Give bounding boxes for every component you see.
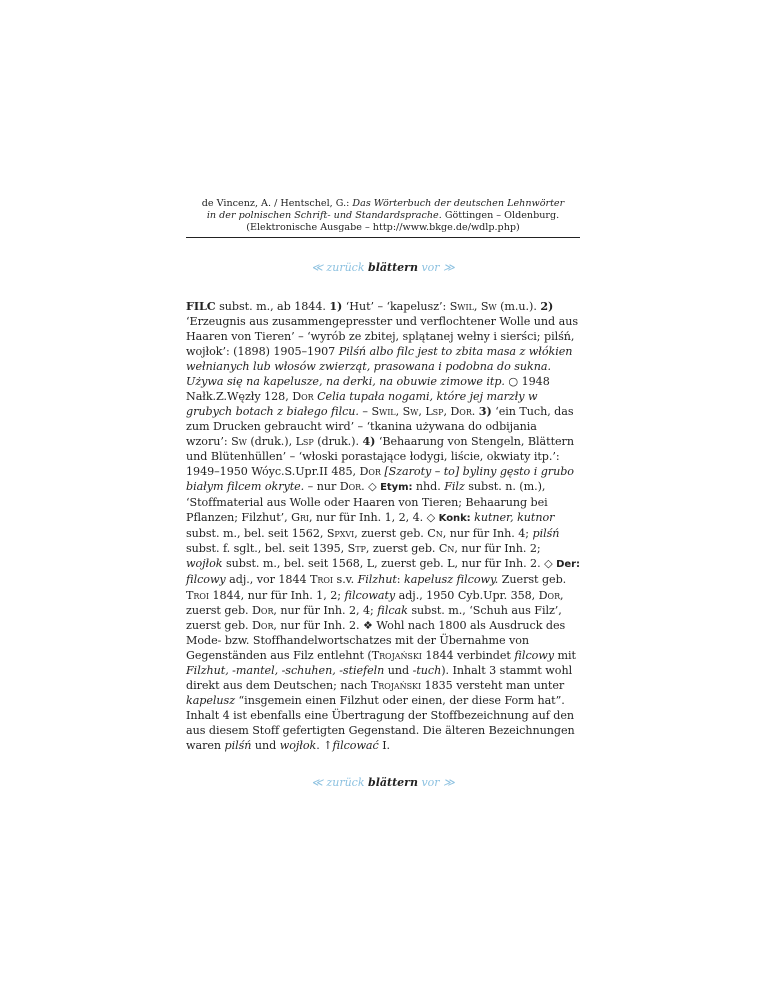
competitor-word: pilśń <box>532 527 560 541</box>
source-abbr: Lsp <box>295 435 314 449</box>
entry-text: ). Inhalt 3 stammt wohl direkt aus dem Deutschen; nach <box>186 663 573 692</box>
entry-text: ‘Behaarung von Stengeln, Blättern und Blütenhüllen’ – ‘włoski porastające łodygi, liście, okwiaty itp.’: 1949–1950 Wóyc.S.Upr.II 485, <box>186 435 574 479</box>
entry-text: s.v. <box>333 573 358 587</box>
nav-bottom <box>186 776 580 789</box>
lemma: FILC <box>186 299 216 313</box>
source-abbr: Sw <box>231 435 247 449</box>
entry-text: I. <box>378 738 391 752</box>
entry-text: (m.u.). <box>496 299 541 313</box>
source-abbr: Spxvi <box>326 527 355 541</box>
entry-text: 1844, nur für Inh. 1, 2; <box>208 588 345 602</box>
entry-text: , nur für Inh. 2; <box>454 542 541 556</box>
entry-text: – <box>358 404 372 418</box>
source-abbr: Swil <box>371 404 396 418</box>
entry-text: , zuerst geb. <box>365 542 439 556</box>
sense-number: 1) <box>329 299 343 313</box>
derivative-word: filcak <box>377 603 408 617</box>
entry-text: subst. m., ‘Schuh aus Filz’, zuerst geb. <box>186 603 562 632</box>
competitor-word: wojłok <box>279 738 317 752</box>
header-rule <box>186 237 580 238</box>
german-word: Filzhut, -mantel, -schuhen, -stiefeln <box>186 663 385 677</box>
next-arrow-link[interactable]: ≫ <box>443 776 455 790</box>
source-abbr: Dor <box>450 404 472 418</box>
sense-number: 2) <box>540 299 554 313</box>
entry-text: nhd. <box>412 480 445 494</box>
forward-link[interactable]: vor <box>421 776 440 790</box>
etymon: Filz <box>444 480 465 494</box>
source-abbr: Swil <box>449 299 474 313</box>
polish-phrase: kapelusz filcowy. <box>404 573 499 587</box>
source-abbr: Sw <box>402 404 419 418</box>
browse-label: blättern <box>368 776 418 790</box>
entry-text: subst. m., ab 1844. <box>215 299 330 313</box>
entry-text: mit <box>554 648 576 662</box>
entry-text: ‘Erzeugnis aus zusammengepresster und verflochtener Wolle und aus Haaren von Tieren’ – ‘wyrób ze zbitej, splątanej wełny i sierści; pilśń, wojłok’: (1898) 1905–1907 <box>186 314 579 358</box>
header-line-2 <box>186 210 580 222</box>
entry-text: , nur für Inh. 2, 4; <box>273 603 378 617</box>
nav-top <box>186 261 580 274</box>
source-abbr: Troi <box>186 588 209 602</box>
header-line-1 <box>186 198 580 210</box>
header-title-2: in der polnischen Schrift- und Standardsprache. <box>206 210 442 222</box>
source-abbr: Troi <box>310 573 334 587</box>
entry-text: ○ 1948 Nałk.Z.Węzły 128, <box>186 374 550 403</box>
source-abbr: Dor <box>252 618 274 632</box>
browse-label: blättern <box>368 260 418 274</box>
source-abbr: Lsp <box>425 404 444 418</box>
sense-number: 4) <box>362 435 376 449</box>
entry-text: , nur für Inh. 2. ❖ Wohl nach 1800 als Ausdruck des Mode- bzw. Stoffhandelwortschatzes mit der Übernahme von Gegenständen aus Filz entlehnt ( <box>186 618 566 662</box>
source-abbr: Trojański <box>371 648 422 662</box>
header-place: Göttingen – Oldenburg. <box>441 210 560 222</box>
prev-arrow-link[interactable]: ≪ <box>311 260 323 274</box>
entry-text: , <box>395 404 403 418</box>
entry-text: : <box>396 573 404 587</box>
source-abbr: Cn <box>427 527 443 541</box>
entry-text: 1835 versteht man unter <box>421 678 565 692</box>
prev-arrow-link[interactable]: ≪ <box>311 776 323 790</box>
entry-text: “insgemein einen Filzhut oder einen, der diese Form hat”. Inhalt 4 ist ebenfalls eine Übertragung der Stoffbezeichnung auf den aus diesem Stoff gefertigten Gegenstand. Die älteren Bezeichnungen waren <box>186 693 575 752</box>
entry-text: ‘Hut’ – ‘kapelusz’: <box>342 299 450 313</box>
source-abbr: Dor <box>359 465 381 479</box>
entry-text: – nur <box>304 480 340 494</box>
der-label: Der: <box>556 559 580 571</box>
etym-label: Etym: <box>380 482 413 494</box>
entry-text: , <box>418 404 426 418</box>
source-abbr: Gri <box>291 511 310 525</box>
source-abbr: Cn <box>438 542 455 556</box>
source-abbr: Dor <box>339 480 362 494</box>
derivative-word: filcowy <box>514 648 555 662</box>
source-abbr: Dor <box>538 588 561 602</box>
derivative-word: filcowy <box>186 573 226 587</box>
header-line-3: (Elektronische Ausgabe – http://www.bkge.de/wdlp.php) <box>246 222 520 234</box>
cross-reference-link[interactable]: filcować <box>332 738 379 752</box>
entry-text: . ◇ <box>361 480 381 494</box>
entry-text: ‘ein Tuch, das zum Drucken gebraucht wird’ – ‘tkanina używana do odbijania wzoru’: <box>186 404 574 449</box>
dictionary-entry <box>186 299 580 753</box>
quotation: [Szaroty – to] byliny gęsto i grubo białym filcem okryte. <box>186 465 574 494</box>
entry-text: adj., 1950 Cyb.Upr. 358, <box>395 588 539 602</box>
entry-text: (druk.), <box>246 435 296 449</box>
entry-text: , nur für Inh. 1, 2, 4. ◇ <box>309 511 439 525</box>
entry-text: Zuerst geb. <box>498 573 567 587</box>
competitor-word: pilśń <box>224 738 252 752</box>
entry-text: , nur für Inh. 4; <box>442 527 533 541</box>
quotation: Pilśń albo filc jest to zbita masa z włókien wełnianych lub włosów zwierząt, prasowana i podobna do sukna. Używa się na kapelusze, na derki, na obuwie zimowe itp. <box>186 344 573 388</box>
entry-text: und <box>384 663 413 677</box>
entry-text: subst. f. sglt., bel. seit 1395, <box>186 542 348 556</box>
quotation: Celia tupała nogami, które jej marzły w grubych botach z białego filcu. <box>186 389 538 418</box>
entry-text: adj., vor 1844 <box>225 573 311 587</box>
entry-text: (druk.). <box>313 435 363 449</box>
entry-text: subst. n. (m.), ‘Stoffmaterial aus Wolle oder Haaren von Tieren; Behaarung bei Pflanzen; Filzhut’, <box>186 480 548 525</box>
source-abbr: Trojański <box>370 678 422 692</box>
next-arrow-link[interactable]: ≫ <box>443 260 455 274</box>
entry-text: , zuerst geb. <box>186 588 564 617</box>
forward-link[interactable]: vor <box>421 260 440 274</box>
entry-text: subst. m., bel. seit 1568, L, zuerst geb. L, nur für Inh. 2. ◇ <box>222 557 557 571</box>
sense-number: 3) <box>478 404 492 418</box>
entry-text: 1844 verbindet <box>421 648 515 662</box>
competitor-word: wojłok <box>186 557 223 571</box>
derivative-word: filcowaty <box>344 588 396 602</box>
entry-text: , zuerst geb. <box>354 527 428 541</box>
konk-label: Konk: <box>438 513 471 525</box>
citation-header <box>186 198 580 235</box>
page <box>186 198 580 814</box>
polish-word: kapelusz <box>186 693 236 707</box>
entry-text: und <box>251 738 280 752</box>
source-abbr: Dor <box>252 603 274 617</box>
header-title-1: Das Wörterbuch der deutschen Lehnwörter <box>352 198 565 209</box>
source-abbr: Sw <box>480 299 497 313</box>
source-abbr: Dor <box>292 389 314 403</box>
back-link[interactable]: zurück <box>326 776 365 790</box>
entry-text: , <box>443 404 451 418</box>
back-link[interactable]: zurück <box>326 260 365 274</box>
competitor-word: kutner, kutnor <box>474 511 555 525</box>
entry-text: , <box>473 299 481 313</box>
source-abbr: Stp <box>347 542 366 556</box>
german-word: Filzhut <box>357 573 397 587</box>
header-authors: de Vincenz, A. / Hentschel, G.: <box>201 198 353 209</box>
entry-text: . ↑ <box>316 738 333 752</box>
entry-text: subst. m., bel. seit 1562, <box>186 527 327 541</box>
entry-text: . <box>471 404 479 418</box>
german-word: -tuch <box>412 663 442 677</box>
